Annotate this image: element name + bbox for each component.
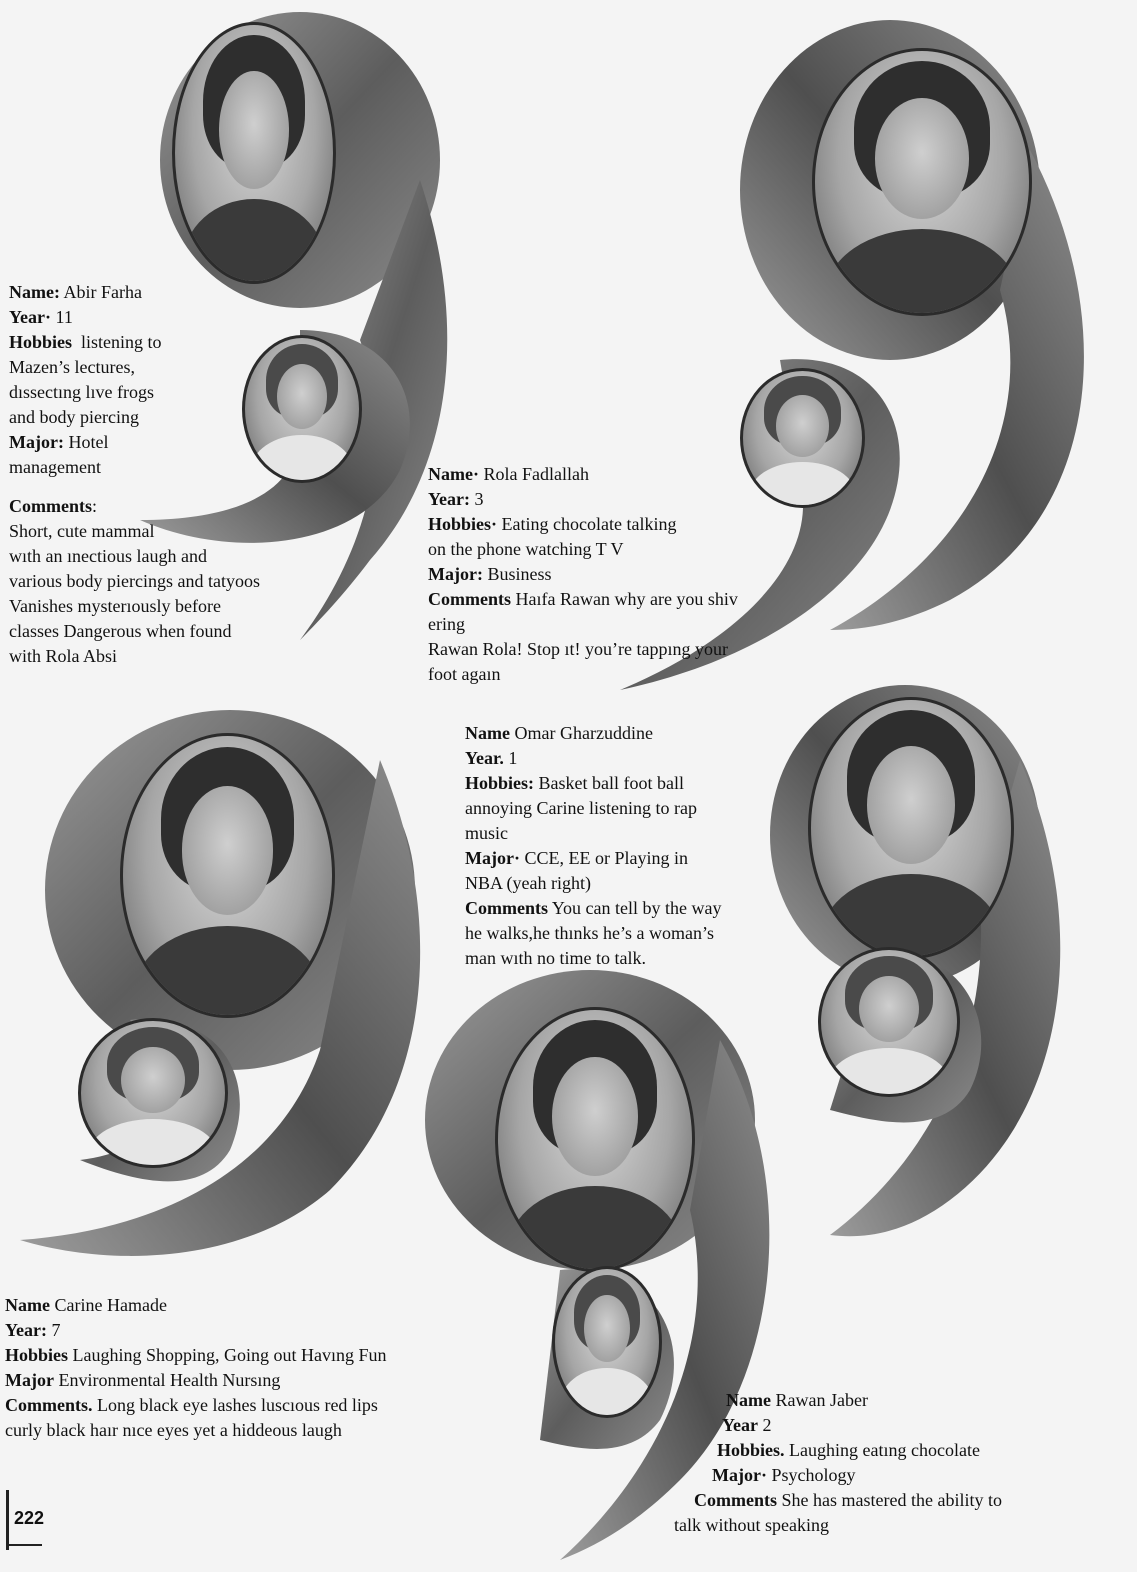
hobbies-label: Hobbies: bbox=[465, 773, 535, 793]
comments-value: man wıth no time to talk. bbox=[465, 948, 646, 968]
year-value: 3 bbox=[469, 489, 484, 509]
comments-value: ering bbox=[428, 614, 465, 634]
hobbies-value: Laughing eatıng chocolate bbox=[784, 1440, 980, 1460]
profile-omar-gharzuddine bbox=[465, 721, 721, 971]
major-value: Hotel bbox=[63, 432, 109, 452]
comments-label: Comments bbox=[428, 589, 511, 609]
comments-value: wıth an ınectious laugh and bbox=[9, 546, 207, 566]
hobbies-value: Mazen’s lectures, bbox=[9, 357, 135, 377]
hobbies-label: Hobbies. bbox=[717, 1440, 785, 1460]
comments-value: classes Dangerous when found bbox=[9, 621, 232, 641]
hobbies-value: dıssectıng lıve frogs bbox=[9, 382, 154, 402]
year-value: 2 bbox=[757, 1415, 772, 1435]
name-value: Carine Hamade bbox=[49, 1295, 167, 1315]
profile-abir-farha: Name: Abir Farha Year· 11 Hobbies listening to Mazen’s lectures, dıssectıng lıve frogs and body piercing Major: Hotel management Comments: Short, cute mammal wıth an ınectious laugh and various body piercings and tatyoos Vanishes mysterıously before classes Dangerous when found with Rola Absi bbox=[9, 280, 260, 669]
portrait-rola-fadlallah bbox=[812, 48, 1032, 316]
major-value: management bbox=[9, 457, 101, 477]
profile-carine-hamade bbox=[5, 1293, 387, 1443]
page-number-rule bbox=[6, 1490, 9, 1550]
year-label: Year: bbox=[428, 489, 470, 509]
comments-value: Haıfa Rawan why are you shiv bbox=[511, 589, 738, 609]
name-label: Name bbox=[465, 723, 510, 743]
baby-photo-rola-fadlallah bbox=[740, 368, 865, 508]
major-value: Business bbox=[482, 564, 552, 584]
year-label: Year: bbox=[5, 1320, 47, 1340]
hobbies-value: music bbox=[465, 823, 508, 843]
comments-value: talk without speaking bbox=[674, 1515, 829, 1535]
baby-photo-carine-hamade bbox=[78, 1018, 228, 1168]
major-label: Major· bbox=[712, 1465, 767, 1485]
name-label: Name· bbox=[428, 464, 479, 484]
year-value: 11 bbox=[51, 307, 73, 327]
portrait-rawan-jaber bbox=[495, 1007, 695, 1272]
major-label: Major: bbox=[428, 564, 483, 584]
comments-value: various body piercings and tatyoos bbox=[9, 571, 260, 591]
hobbies-value: Basket ball foot ball bbox=[534, 773, 684, 793]
comments-value: Long black eye lashes luscıous red lips bbox=[92, 1395, 378, 1415]
name-label: Name bbox=[726, 1390, 771, 1410]
year-label: Year. bbox=[465, 748, 504, 768]
hobbies-value: annoying Carine listening to rap bbox=[465, 798, 697, 818]
comments-value: She has mastered the ability to bbox=[777, 1490, 1002, 1510]
comments-value: he walks,he thınks he’s a woman’s bbox=[465, 923, 714, 943]
name-value: Omar Gharzuddine bbox=[509, 723, 653, 743]
name-value: Abir Farha bbox=[59, 282, 142, 302]
name-label: Name: bbox=[9, 282, 60, 302]
year-value: 1 bbox=[503, 748, 518, 768]
portrait-abir-farha bbox=[172, 22, 336, 284]
comments-value: Short, cute mammal bbox=[9, 521, 155, 541]
name-value: Rawan Jaber bbox=[770, 1390, 868, 1410]
comments-value: Vanishes mysterıously before bbox=[9, 596, 221, 616]
comments-label: Comments. bbox=[5, 1395, 93, 1415]
year-label: Year· bbox=[9, 307, 51, 327]
comments-label: Comments bbox=[465, 898, 548, 918]
hobbies-label: Hobbies bbox=[5, 1345, 69, 1365]
profile-rawan-jaber bbox=[674, 1388, 1002, 1538]
major-value: CCE, EE or Playing in bbox=[519, 848, 688, 868]
portrait-omar-gharzuddine bbox=[808, 697, 1014, 959]
hobbies-value: listening to bbox=[81, 332, 162, 352]
hobbies-value: on the phone watching T V bbox=[428, 539, 624, 559]
profile-rola-fadlallah bbox=[428, 462, 738, 687]
hobbies-value: Eating chocolate talking bbox=[497, 514, 677, 534]
baby-photo-abir-farha bbox=[242, 335, 362, 483]
major-label: Major· bbox=[465, 848, 520, 868]
hobbies-label: Hobbies· bbox=[428, 514, 498, 534]
major-value: Environmental Health Nursıng bbox=[53, 1370, 281, 1390]
portrait-carine-hamade bbox=[120, 733, 335, 1018]
year-label: Year bbox=[722, 1415, 758, 1435]
major-label: Major: bbox=[9, 432, 64, 452]
year-value: 7 bbox=[46, 1320, 61, 1340]
comments-label: Comments bbox=[694, 1490, 777, 1510]
major-value: NBA (yeah right) bbox=[465, 873, 591, 893]
baby-photo-rawan-jaber bbox=[552, 1266, 662, 1418]
major-label: Major bbox=[5, 1370, 54, 1390]
hobbies-value: and body piercing bbox=[9, 407, 139, 427]
comments-label: Comments bbox=[9, 496, 92, 516]
hobbies-value: Laughing Shopping, Going out Havıng Fun bbox=[68, 1345, 387, 1365]
name-value: Rola Fadlallah bbox=[479, 464, 589, 484]
comments-value: Rawan Rola! Stop ıt! you’re tappıng your bbox=[428, 639, 728, 659]
baby-photo-omar-gharzuddine bbox=[818, 947, 960, 1097]
comments-value: with Rola Absi bbox=[9, 646, 118, 666]
page-number: 222 bbox=[14, 1508, 45, 1528]
comments-value: curly black haır nıce eyes yet a hiddeous laugh bbox=[5, 1420, 342, 1440]
comments-value: foot agaın bbox=[428, 664, 501, 684]
name-label: Name bbox=[5, 1295, 50, 1315]
page-number-underline bbox=[6, 1544, 42, 1546]
major-value: Psychology bbox=[766, 1465, 856, 1485]
comments-value: You can tell by the way bbox=[548, 898, 722, 918]
hobbies-label: Hobbies bbox=[9, 332, 73, 352]
